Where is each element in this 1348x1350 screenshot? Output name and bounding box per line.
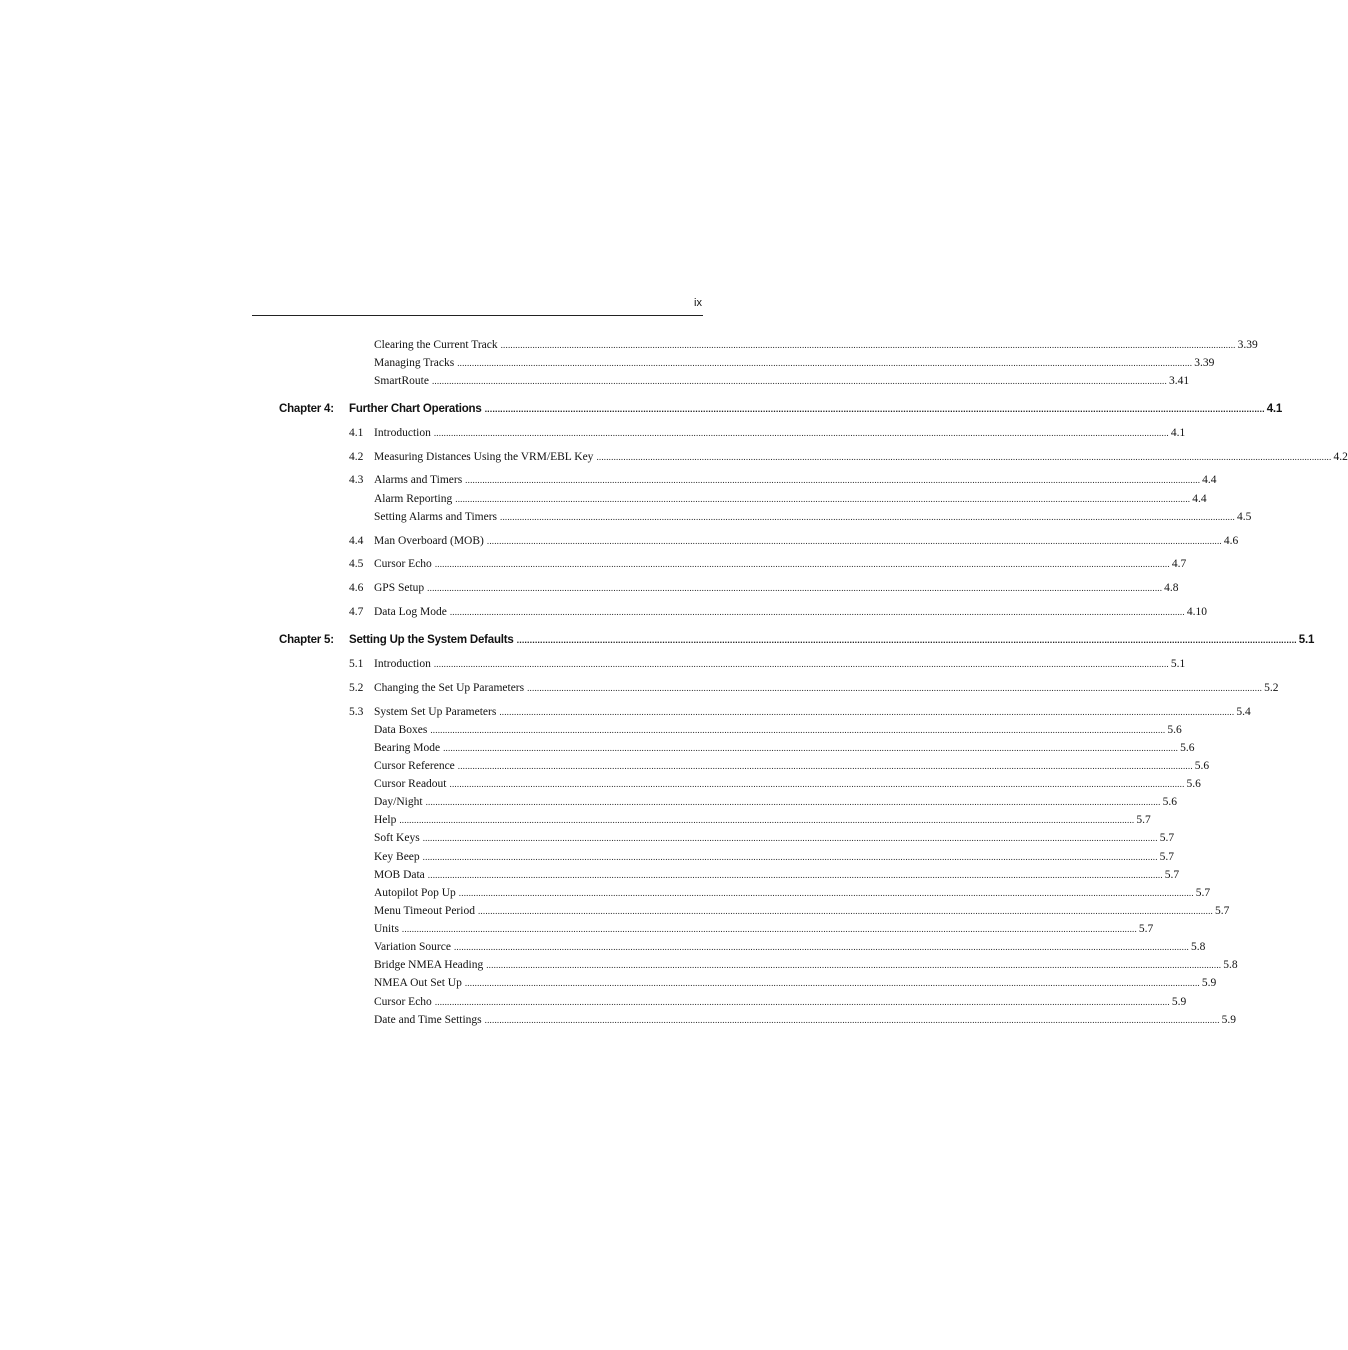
section-number: 4.1 (349, 427, 364, 439)
dot-leader: ............................................................................................................................................................................................................................................................................................................ (484, 404, 1265, 414)
toc-entry (374, 337, 1258, 353)
toc-entry-row (0, 849, 1175, 865)
toc-entry (374, 556, 1187, 572)
chapter-title: Setting Up the System Defaults (349, 634, 514, 646)
dot-leader: ............................................................................................................................................................................................................................................................................................................ (434, 559, 1170, 569)
chapter-label: Chapter 5: (279, 634, 334, 646)
toc-entry (374, 885, 1211, 901)
page-ref: 5.1 (1298, 634, 1315, 646)
toc-entry-row (0, 509, 1252, 525)
dot-leader: ............................................................................................................................................................................................................................................................................................................ (516, 635, 1297, 645)
toc-entry-row (0, 867, 1180, 883)
dot-leader: ............................................................................................................................................................................................................................................................................................................ (453, 942, 1189, 952)
section-number: 4.7 (349, 606, 364, 618)
entry-title: System Set Up Parameters (374, 706, 497, 718)
toc-entry (374, 722, 1182, 738)
entry-title: Cursor Echo (374, 558, 432, 570)
toc-entry (374, 704, 1251, 720)
toc-entry (374, 680, 1279, 696)
toc-entry (374, 957, 1238, 973)
dot-leader: ............................................................................................................................................................................................................................................................................................................ (425, 797, 1161, 807)
entry-title: Cursor Readout (374, 778, 447, 790)
page-ref: 4.6 (1223, 535, 1239, 547)
dot-leader: ............................................................................................................................................................................................................................................................................................................ (486, 536, 1222, 546)
dot-leader: ............................................................................................................................................................................................................................................................................................................ (457, 761, 1193, 771)
dot-leader: ............................................................................................................................................................................................................................................................................................................ (427, 583, 1163, 593)
section-number: 4.3 (349, 474, 364, 486)
toc-entry-row (0, 939, 1206, 955)
dot-leader: ............................................................................................................................................................................................................................................................................................................ (443, 743, 1179, 753)
toc-entry (374, 921, 1154, 937)
dot-leader: ............................................................................................................................................................................................................................................................................................................ (399, 815, 1135, 825)
toc-entry-row (0, 921, 1154, 937)
dot-leader: ............................................................................................................................................................................................................................................................................................................ (449, 779, 1185, 789)
entry-title: Soft Keys (374, 832, 420, 844)
page-ref: 5.7 (1195, 887, 1211, 899)
page-ref: 5.7 (1164, 869, 1180, 881)
page-ref: 5.7 (1159, 832, 1175, 844)
page-ref: 5.4 (1236, 706, 1251, 718)
entry-title: Cursor Echo (374, 996, 432, 1008)
toc-entry (349, 632, 1315, 648)
entry-title: Setting Alarms and Timers (374, 511, 497, 523)
section-number: 4.2 (349, 451, 364, 463)
toc-entry (374, 975, 1217, 991)
entry-title: Key Beep (374, 851, 420, 863)
entry-title: Units (374, 923, 399, 935)
toc-entry (374, 849, 1175, 865)
toc-chapter-row (0, 632, 1315, 648)
page-ref: 3.41 (1168, 375, 1190, 387)
toc-entry (374, 472, 1217, 488)
dot-leader: ............................................................................................................................................................................................................................................................................................................ (449, 607, 1185, 617)
page-ref: 5.6 (1167, 724, 1182, 736)
page-ref: 5.7 (1159, 851, 1175, 863)
entry-title: Help (374, 814, 397, 826)
toc-entry-row (0, 449, 1348, 465)
page-ref: 4.4 (1192, 493, 1207, 505)
toc-entry (374, 491, 1207, 507)
entry-title: Alarms and Timers (374, 474, 463, 486)
dot-leader: ............................................................................................................................................................................................................................................................................................................ (486, 960, 1222, 970)
entry-title: Clearing the Current Track (374, 339, 498, 351)
toc-entry-row (0, 656, 1186, 672)
toc-entry-row (0, 758, 1210, 774)
dot-leader: ............................................................................................................................................................................................................................................................................................................ (500, 340, 1236, 350)
dot-leader: ............................................................................................................................................................................................................................................................................................................ (434, 997, 1170, 1007)
toc-chapter-row (0, 401, 1283, 417)
dot-leader: ............................................................................................................................................................................................................................................................................................................ (430, 725, 1166, 735)
dot-leader: ............................................................................................................................................................................................................................................................................................................ (527, 683, 1263, 693)
entry-title: Measuring Distances Using the VRM/EBL Key (374, 451, 594, 463)
entry-title: Data Log Mode (374, 606, 447, 618)
toc-entry-row (0, 975, 1217, 991)
toc-entry-row (0, 830, 1175, 846)
page-ref: 5.9 (1221, 1014, 1237, 1026)
page-ref: 5.8 (1223, 959, 1238, 971)
toc-entry-row (0, 776, 1201, 792)
toc-entry (374, 509, 1252, 525)
toc-entry-row (0, 885, 1211, 901)
entry-title: Variation Source (374, 941, 451, 953)
toc-entry (374, 830, 1175, 846)
page-ref: 5.6 (1180, 742, 1195, 754)
section-number: 4.4 (349, 535, 364, 547)
toc-entry-row (0, 472, 1217, 488)
dot-leader: ............................................................................................................................................................................................................................................................................................................ (464, 978, 1200, 988)
dot-leader: ............................................................................................................................................................................................................................................................................................................ (431, 376, 1167, 386)
page-ref: 4.2 (1333, 451, 1348, 463)
entry-title: Changing the Set Up Parameters (374, 682, 525, 694)
toc-entry-row (0, 812, 1151, 828)
dot-leader: ............................................................................................................................................................................................................................................................................................................ (458, 888, 1194, 898)
toc-entry (349, 401, 1283, 417)
toc-entry (374, 580, 1179, 596)
page-ref: 5.6 (1194, 760, 1210, 772)
entry-title: MOB Data (374, 869, 425, 881)
entry-title: Data Boxes (374, 724, 428, 736)
toc-entry-row (0, 337, 1258, 353)
toc-entry (374, 604, 1207, 620)
toc-entry (374, 740, 1195, 756)
toc-entry (374, 373, 1190, 389)
entry-title: Cursor Reference (374, 760, 455, 772)
dot-leader: ............................................................................................................................................................................................................................................................................................................ (422, 852, 1158, 862)
toc-entry (374, 425, 1186, 441)
toc-entry (374, 533, 1239, 549)
chapter-title: Further Chart Operations (349, 403, 482, 415)
toc-entry-row (0, 491, 1207, 507)
toc-entry (374, 449, 1348, 465)
page-ref: 3.39 (1237, 339, 1258, 351)
page-ref: 4.4 (1202, 474, 1217, 486)
chapter-label: Chapter 4: (279, 403, 334, 415)
page-ref: 5.8 (1190, 941, 1206, 953)
dot-leader: ............................................................................................................................................................................................................................................................................................................ (422, 833, 1158, 843)
toc-entry-row (0, 704, 1251, 720)
toc-entry-row (0, 994, 1187, 1010)
page-ref: 4.1 (1266, 403, 1283, 415)
entry-title: Managing Tracks (374, 357, 455, 369)
entry-title: Menu Timeout Period (374, 905, 475, 917)
entry-title: GPS Setup (374, 582, 425, 594)
toc-entry-row (0, 580, 1179, 596)
toc-entry (374, 776, 1201, 792)
page-ref: 4.8 (1164, 582, 1179, 594)
entry-title: NMEA Out Set Up (374, 977, 462, 989)
entry-title: Introduction (374, 658, 431, 670)
section-number: 5.1 (349, 658, 364, 670)
toc-entry-row (0, 903, 1230, 919)
toc-entry-row (0, 556, 1187, 572)
toc-entry (374, 867, 1180, 883)
entry-title: Day/Night (374, 796, 423, 808)
entry-title: Bearing Mode (374, 742, 441, 754)
entry-title: Man Overboard (MOB) (374, 535, 484, 547)
dot-leader: ............................................................................................................................................................................................................................................................................................................ (465, 475, 1201, 485)
dot-leader: ............................................................................................................................................................................................................................................................................................................ (457, 358, 1193, 368)
dot-leader: ............................................................................................................................................................................................................................................................................................................ (499, 707, 1235, 717)
toc-entry (374, 794, 1177, 810)
dot-leader: ............................................................................................................................................................................................................................................................................................................ (427, 870, 1163, 880)
toc-entry-row (0, 425, 1186, 441)
dot-leader: ............................................................................................................................................................................................................................................................................................................ (401, 924, 1137, 934)
toc-entry (374, 994, 1187, 1010)
toc-entry (374, 1012, 1237, 1028)
toc-entry-row (0, 680, 1279, 696)
dot-leader: ............................................................................................................................................................................................................................................................................................................ (433, 659, 1169, 669)
entry-title: Alarm Reporting (374, 493, 453, 505)
toc-entry (374, 656, 1186, 672)
entry-title: Bridge NMEA Heading (374, 959, 484, 971)
page-ref: 4.5 (1237, 511, 1252, 523)
page-ref: 5.9 (1201, 977, 1217, 989)
toc-entry (374, 812, 1151, 828)
toc-entry (374, 758, 1210, 774)
dot-leader: ............................................................................................................................................................................................................................................................................................................ (455, 494, 1191, 504)
dot-leader: ............................................................................................................................................................................................................................................................................................................ (500, 512, 1235, 522)
toc-entry (374, 903, 1230, 919)
section-number: 5.2 (349, 682, 364, 694)
page-ref: 4.1 (1170, 427, 1186, 439)
toc-entry-row (0, 794, 1177, 810)
entry-title: SmartRoute (374, 375, 429, 387)
page-ref: 5.1 (1170, 658, 1186, 670)
page-ref: 5.7 (1214, 905, 1230, 917)
toc-entry-row (0, 604, 1207, 620)
entry-title: Date and Time Settings (374, 1014, 482, 1026)
page-ref: 5.7 (1138, 923, 1154, 935)
page-ref: 3.39 (1194, 357, 1215, 369)
toc-entry (374, 939, 1206, 955)
toc-entry-row (0, 957, 1238, 973)
dot-leader: ............................................................................................................................................................................................................................................................................................................ (484, 1015, 1220, 1025)
dot-leader: ............................................................................................................................................................................................................................................................................................................ (433, 428, 1169, 438)
page-ref: 5.6 (1186, 778, 1201, 790)
page-ref: 4.7 (1171, 558, 1187, 570)
page-ref: 5.2 (1264, 682, 1279, 694)
dot-leader: ............................................................................................................................................................................................................................................................................................................ (477, 906, 1213, 916)
toc-entry-row (0, 1012, 1237, 1028)
toc-entry-row (0, 355, 1215, 371)
toc-entry-row (0, 722, 1182, 738)
toc-entry-row (0, 373, 1190, 389)
page-number: ix (694, 297, 702, 309)
page-ref: 5.6 (1162, 796, 1177, 808)
section-number: 5.3 (349, 706, 364, 718)
entry-title: Introduction (374, 427, 431, 439)
entry-title: Autopilot Pop Up (374, 887, 456, 899)
dot-leader: ............................................................................................................................................................................................................................................................................................................ (596, 452, 1332, 462)
section-number: 4.5 (349, 558, 364, 570)
page-ref: 5.7 (1136, 814, 1151, 826)
toc-entry-row (0, 533, 1239, 549)
toc-entry (374, 355, 1215, 371)
toc-entry-row (0, 740, 1195, 756)
section-number: 4.6 (349, 582, 364, 594)
page-ref: 4.10 (1186, 606, 1207, 618)
page-ref: 5.9 (1171, 996, 1187, 1008)
